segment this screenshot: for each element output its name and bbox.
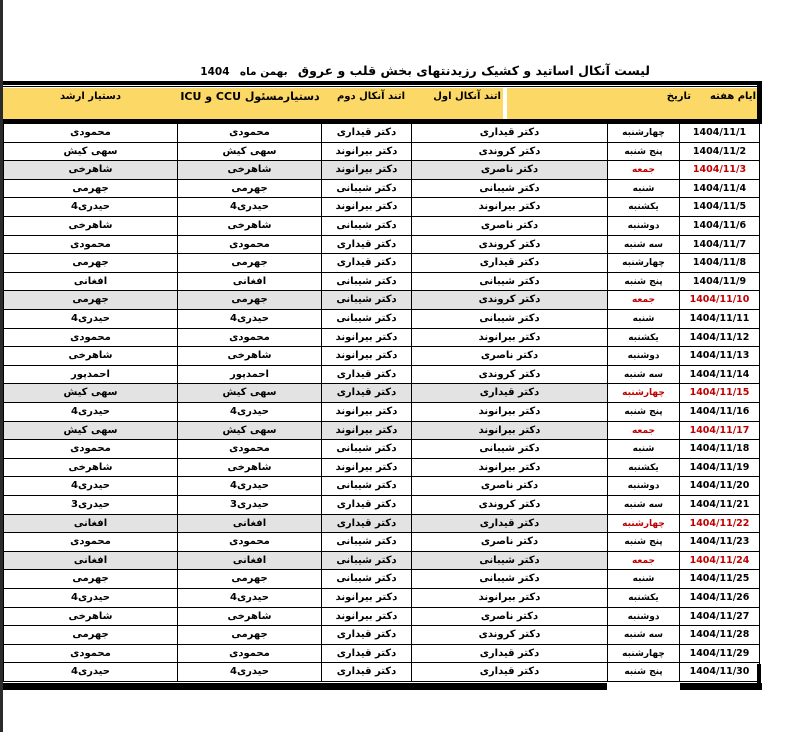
cell-weekday: دوشنبه <box>608 217 680 236</box>
cell-attending-first: دکتر بیرانوند <box>412 459 608 478</box>
cell-senior-resident: جهرمی <box>3 291 178 310</box>
cell-senior-resident: محمودی <box>3 645 178 664</box>
cell-ccu-icu-resident: افغانی <box>178 552 322 571</box>
cell-weekday: شنبه <box>608 440 680 459</box>
cell-attending-second: دکتر شیبانی <box>322 291 412 310</box>
cell-senior-resident: شاهرخی <box>3 161 178 180</box>
table-row <box>3 291 760 310</box>
table-row <box>3 143 760 162</box>
cell-weekday: دوشنبه <box>608 477 680 496</box>
cell-ccu-icu-resident: حیدری4 <box>178 589 322 608</box>
cell-date: 1404/11/20 <box>680 477 760 496</box>
cell-attending-second: دکتر قیداری <box>322 384 412 403</box>
header-divider <box>503 88 507 119</box>
title-year: 1404 <box>200 66 230 78</box>
cell-date: 1404/11/7 <box>680 236 760 255</box>
cell-senior-resident: حیدری4 <box>3 198 178 217</box>
cell-date: 1404/11/23 <box>680 533 760 552</box>
cell-ccu-icu-resident: شاهرخی <box>178 459 322 478</box>
cell-weekday: پنج شنبه <box>608 403 680 422</box>
table-header <box>3 88 760 119</box>
table-row <box>3 515 760 534</box>
cell-attending-second: دکتر بیرانوند <box>322 608 412 627</box>
table-row <box>3 198 760 217</box>
cell-date: 1404/11/22 <box>680 515 760 534</box>
cell-date: 1404/11/19 <box>680 459 760 478</box>
cell-attending-second: دکتر قیداری <box>322 366 412 385</box>
cell-attending-second: دکتر قیداری <box>322 663 412 682</box>
cell-senior-resident: جهرمی <box>3 180 178 199</box>
cell-ccu-icu-resident: سهی کیش <box>178 384 322 403</box>
cell-ccu-icu-resident: افغانی <box>178 273 322 292</box>
cell-weekday: سه شنبه <box>608 626 680 645</box>
cell-attending-second: دکتر بیرانوند <box>322 143 412 162</box>
cell-ccu-icu-resident: محمودی <box>178 329 322 348</box>
table-row <box>3 663 760 682</box>
cell-weekday: چهارشنبه <box>608 254 680 273</box>
cell-senior-resident: شاهرخی <box>3 608 178 627</box>
header-attending-second: اتند آنکال دوم <box>336 91 406 102</box>
cell-attending-second: دکتر قیداری <box>322 496 412 515</box>
table-bottom-rule <box>3 683 607 690</box>
table-row <box>3 403 760 422</box>
table-row <box>3 347 760 366</box>
cell-attending-second: دکتر بیرانوند <box>322 161 412 180</box>
cell-weekday: پنج شنبه <box>608 663 680 682</box>
cell-date: 1404/11/27 <box>680 608 760 627</box>
cell-attending-second: دکتر شیبانی <box>322 552 412 571</box>
cell-weekday: سه شنبه <box>608 236 680 255</box>
cell-senior-resident: جهرمی <box>3 254 178 273</box>
cell-date: 1404/11/14 <box>680 366 760 385</box>
header-ccu-icu-resident: دستیارمسئول CCU و ICU <box>180 90 320 103</box>
table-row <box>3 124 760 143</box>
cell-weekday: جمعه <box>608 552 680 571</box>
cell-senior-resident: محمودی <box>3 533 178 552</box>
cell-ccu-icu-resident: جهرمی <box>178 626 322 645</box>
cell-date: 1404/11/3 <box>680 161 760 180</box>
cell-senior-resident: افغانی <box>3 273 178 292</box>
cell-attending-second: دکتر شیبانی <box>322 477 412 496</box>
cell-date: 1404/11/16 <box>680 403 760 422</box>
cell-ccu-icu-resident: محمودی <box>178 440 322 459</box>
header-attending-first: اتند آنکال اول <box>433 91 501 102</box>
cell-ccu-icu-resident: محمودی <box>178 124 322 143</box>
cell-date: 1404/11/13 <box>680 347 760 366</box>
table-row <box>3 440 760 459</box>
cell-weekday: یکشنبه <box>608 459 680 478</box>
table-row <box>3 366 760 385</box>
title-text: لیست آنکال اساتید و کشیک رزیدنتهای بخش قلب و عروق <box>297 63 650 78</box>
table-top-rule-thin <box>3 86 762 87</box>
cell-attending-first: دکتر شیبانی <box>412 552 608 571</box>
cell-ccu-icu-resident: افغانی <box>178 515 322 534</box>
table-top-rule <box>3 81 762 85</box>
cell-senior-resident: افغانی <box>3 515 178 534</box>
cell-attending-first: دکتر کروندی <box>412 626 608 645</box>
cell-weekday: دوشنبه <box>608 347 680 366</box>
header-weekday: ایام هفته <box>709 91 756 102</box>
cell-attending-first: دکتر کروندی <box>412 291 608 310</box>
cell-attending-second: دکتر شیبانی <box>322 180 412 199</box>
cell-attending-first: دکتر بیرانوند <box>412 403 608 422</box>
cell-attending-second: دکتر بیرانوند <box>322 347 412 366</box>
cell-senior-resident: محمودی <box>3 236 178 255</box>
cell-date: 1404/11/8 <box>680 254 760 273</box>
cell-date: 1404/11/15 <box>680 384 760 403</box>
cell-weekday: دوشنبه <box>608 608 680 627</box>
cell-senior-resident: حیدری4 <box>3 310 178 329</box>
table-row <box>3 645 760 664</box>
cell-weekday: چهارشنبه <box>608 124 680 143</box>
cell-senior-resident: حیدری3 <box>3 496 178 515</box>
table-row <box>3 217 760 236</box>
cell-attending-second: دکتر بیرانوند <box>322 422 412 441</box>
cell-weekday: پنج شنبه <box>608 273 680 292</box>
cell-weekday: شنبه <box>608 570 680 589</box>
cell-attending-first: دکتر ناصری <box>412 217 608 236</box>
cell-ccu-icu-resident: جهرمی <box>178 291 322 310</box>
cell-date: 1404/11/5 <box>680 198 760 217</box>
table-row <box>3 570 760 589</box>
table-row <box>3 477 760 496</box>
cell-date: 1404/11/30 <box>680 663 760 682</box>
cell-senior-resident: شاهرخی <box>3 347 178 366</box>
header-right-border <box>757 81 762 124</box>
cell-attending-second: دکتر قیداری <box>322 236 412 255</box>
cell-senior-resident: شاهرخی <box>3 217 178 236</box>
table-row <box>3 533 760 552</box>
cell-ccu-icu-resident: جهرمی <box>178 570 322 589</box>
cell-date: 1404/11/6 <box>680 217 760 236</box>
cell-ccu-icu-resident: حیدری4 <box>178 663 322 682</box>
cell-attending-second: دکتر قیداری <box>322 124 412 143</box>
cell-attending-second: دکتر بیرانوند <box>322 403 412 422</box>
cell-attending-second: دکتر شیبانی <box>322 310 412 329</box>
cell-ccu-icu-resident: حیدری4 <box>178 477 322 496</box>
cell-date: 1404/11/24 <box>680 552 760 571</box>
cell-ccu-icu-resident: حیدری4 <box>178 403 322 422</box>
cell-date: 1404/11/2 <box>680 143 760 162</box>
table-row <box>3 161 760 180</box>
cell-senior-resident: جهرمی <box>3 626 178 645</box>
cell-ccu-icu-resident: محمودی <box>178 533 322 552</box>
table-row <box>3 329 760 348</box>
cell-date: 1404/11/26 <box>680 589 760 608</box>
table-row <box>3 552 760 571</box>
cell-attending-first: دکتر بیرانوند <box>412 422 608 441</box>
table-row <box>3 236 760 255</box>
cell-weekday: سه شنبه <box>608 496 680 515</box>
cell-attending-first: دکتر قیداری <box>412 663 608 682</box>
cell-attending-first: دکتر کروندی <box>412 143 608 162</box>
cell-weekday: سه شنبه <box>608 366 680 385</box>
cell-weekday: چهارشنبه <box>608 515 680 534</box>
cell-date: 1404/11/10 <box>680 291 760 310</box>
cell-senior-resident: سهی کیش <box>3 384 178 403</box>
cell-senior-resident: محمودی <box>3 124 178 143</box>
cell-date: 1404/11/9 <box>680 273 760 292</box>
cell-senior-resident: سهی کیش <box>3 143 178 162</box>
cell-attending-first: دکتر قیداری <box>412 384 608 403</box>
cell-weekday: شنبه <box>608 180 680 199</box>
header-date: تاریخ <box>666 91 691 102</box>
header-senior-resident: دستیار ارشد <box>60 91 121 102</box>
table-row <box>3 459 760 478</box>
cell-weekday: چهارشنبه <box>608 384 680 403</box>
cell-ccu-icu-resident: حیدری3 <box>178 496 322 515</box>
cell-attending-first: دکتر شیبانی <box>412 570 608 589</box>
cell-weekday: یکشنبه <box>608 198 680 217</box>
cell-senior-resident: حیدری4 <box>3 589 178 608</box>
cell-date: 1404/11/25 <box>680 570 760 589</box>
cell-ccu-icu-resident: محمودی <box>178 236 322 255</box>
cell-date: 1404/11/29 <box>680 645 760 664</box>
table-row <box>3 608 760 627</box>
cell-ccu-icu-resident: جهرمی <box>178 254 322 273</box>
table-bottom-right-border <box>757 664 761 686</box>
cell-attending-second: دکتر بیرانوند <box>322 459 412 478</box>
cell-attending-second: دکتر شیبانی <box>322 570 412 589</box>
table-row <box>3 589 760 608</box>
cell-attending-first: دکتر ناصری <box>412 608 608 627</box>
cell-ccu-icu-resident: سهی کیش <box>178 143 322 162</box>
cell-date: 1404/11/17 <box>680 422 760 441</box>
cell-weekday: یکشنبه <box>608 589 680 608</box>
cell-attending-first: دکتر ناصری <box>412 347 608 366</box>
cell-attending-second: دکتر شیبانی <box>322 217 412 236</box>
cell-ccu-icu-resident: احمدپور <box>178 366 322 385</box>
cell-attending-second: دکتر قیداری <box>322 645 412 664</box>
cell-ccu-icu-resident: شاهرخی <box>178 217 322 236</box>
cell-senior-resident: محمودی <box>3 329 178 348</box>
cell-weekday: یکشنبه <box>608 329 680 348</box>
cell-attending-first: دکتر شیبانی <box>412 440 608 459</box>
cell-attending-first: دکتر شیبانی <box>412 310 608 329</box>
cell-attending-first: دکتر قیداری <box>412 515 608 534</box>
cell-weekday: چهارشنبه <box>608 645 680 664</box>
cell-attending-second: دکتر شیبانی <box>322 440 412 459</box>
cell-weekday: پنج شنبه <box>608 533 680 552</box>
cell-ccu-icu-resident: حیدری4 <box>178 198 322 217</box>
cell-attending-first: دکتر بیرانوند <box>412 589 608 608</box>
cell-senior-resident: افغانی <box>3 552 178 571</box>
cell-senior-resident: جهرمی <box>3 570 178 589</box>
cell-senior-resident: حیدری4 <box>3 403 178 422</box>
cell-attending-first: دکتر بیرانوند <box>412 198 608 217</box>
cell-ccu-icu-resident: محمودی <box>178 645 322 664</box>
cell-attending-second: دکتر بیرانوند <box>322 589 412 608</box>
cell-weekday: جمعه <box>608 291 680 310</box>
table-row <box>3 310 760 329</box>
table-bottom-rule-right <box>680 683 762 690</box>
cell-attending-first: دکتر کروندی <box>412 236 608 255</box>
cell-date: 1404/11/18 <box>680 440 760 459</box>
title-month: بهمن ماه <box>239 66 288 78</box>
cell-ccu-icu-resident: جهرمی <box>178 180 322 199</box>
cell-attending-first: دکتر قیداری <box>412 254 608 273</box>
table-row <box>3 180 760 199</box>
cell-weekday: شنبه <box>608 310 680 329</box>
cell-weekday: جمعه <box>608 422 680 441</box>
cell-attending-first: دکتر شیبانی <box>412 273 608 292</box>
cell-attending-second: دکتر بیرانوند <box>322 198 412 217</box>
cell-attending-second: دکتر بیرانوند <box>322 329 412 348</box>
table-row <box>3 254 760 273</box>
cell-ccu-icu-resident: سهی کیش <box>178 422 322 441</box>
cell-ccu-icu-resident: شاهرخی <box>178 161 322 180</box>
table-row <box>3 422 760 441</box>
cell-ccu-icu-resident: شاهرخی <box>178 608 322 627</box>
cell-date: 1404/11/12 <box>680 329 760 348</box>
cell-attending-second: دکتر قیداری <box>322 626 412 645</box>
cell-attending-first: دکتر کروندی <box>412 496 608 515</box>
cell-senior-resident: سهی کیش <box>3 422 178 441</box>
cell-attending-second: دکتر شیبانی <box>322 273 412 292</box>
cell-date: 1404/11/11 <box>680 310 760 329</box>
cell-senior-resident: حیدری4 <box>3 477 178 496</box>
cell-attending-first: دکتر بیرانوند <box>412 329 608 348</box>
cell-ccu-icu-resident: حیدری4 <box>178 310 322 329</box>
cell-attending-first: دکتر شیبانی <box>412 180 608 199</box>
cell-senior-resident: احمدپور <box>3 366 178 385</box>
cell-attending-second: دکتر قیداری <box>322 515 412 534</box>
cell-attending-second: دکتر قیداری <box>322 254 412 273</box>
document-title <box>200 62 650 80</box>
cell-weekday: جمعه <box>608 161 680 180</box>
cell-date: 1404/11/4 <box>680 180 760 199</box>
table-row <box>3 384 760 403</box>
cell-date: 1404/11/1 <box>680 124 760 143</box>
cell-attending-first: دکتر ناصری <box>412 477 608 496</box>
cell-attending-first: دکتر ناصری <box>412 161 608 180</box>
table-row <box>3 626 760 645</box>
cell-attending-first: دکتر کروندی <box>412 366 608 385</box>
cell-weekday: پنج شنبه <box>608 143 680 162</box>
cell-attending-first: دکتر قیداری <box>412 645 608 664</box>
cell-attending-first: دکتر ناصری <box>412 533 608 552</box>
cell-senior-resident: حیدری4 <box>3 663 178 682</box>
cell-attending-second: دکتر شیبانی <box>322 533 412 552</box>
cell-date: 1404/11/21 <box>680 496 760 515</box>
cell-senior-resident: شاهرخی <box>3 459 178 478</box>
cell-date: 1404/11/28 <box>680 626 760 645</box>
cell-senior-resident: محمودی <box>3 440 178 459</box>
cell-ccu-icu-resident: شاهرخی <box>178 347 322 366</box>
table-row <box>3 496 760 515</box>
table-row <box>3 273 760 292</box>
cell-attending-first: دکتر قیداری <box>412 124 608 143</box>
